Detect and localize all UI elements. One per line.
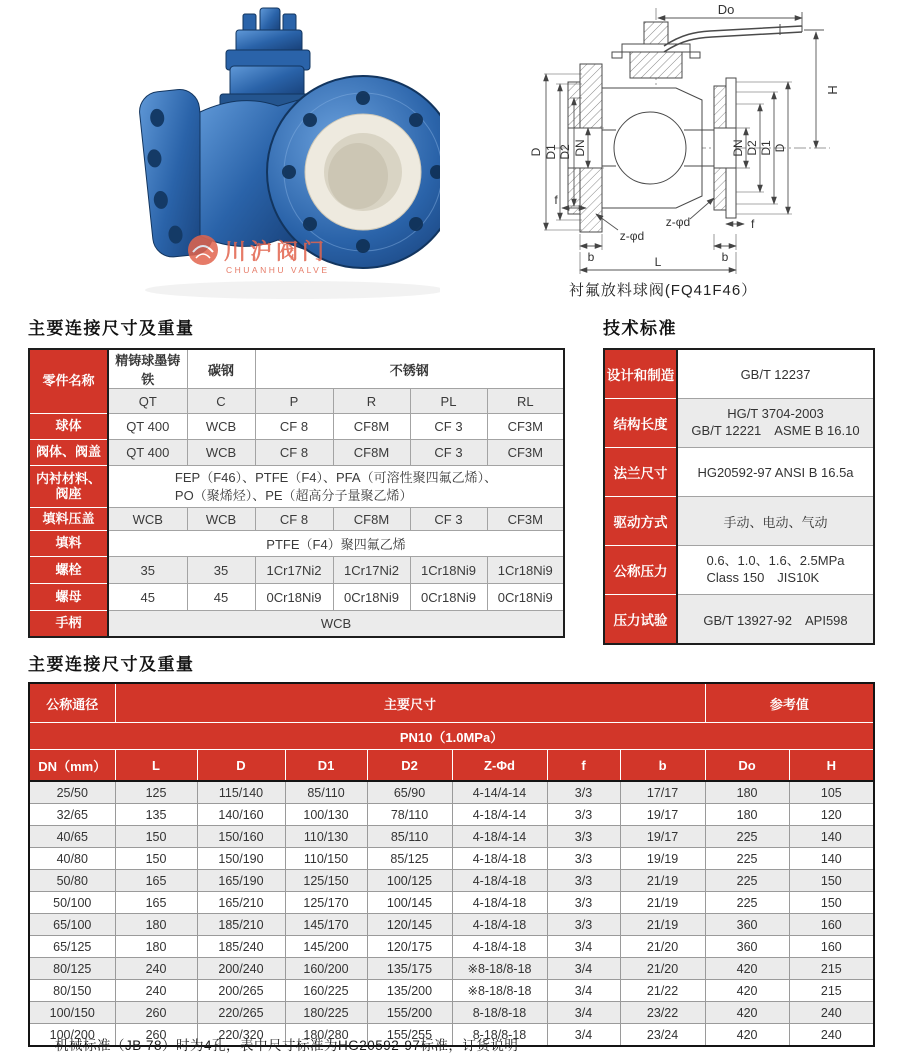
- table-cell: 17/17: [620, 781, 705, 804]
- table-cell: 180: [115, 914, 197, 936]
- table-cell: 140/160: [197, 804, 285, 826]
- column-header: Do: [705, 750, 789, 782]
- table-cell: CF 3: [410, 508, 487, 531]
- table-cell: WCB: [108, 508, 187, 531]
- sub-header: R: [333, 389, 410, 414]
- table-cell: 21/20: [620, 936, 705, 958]
- table-cell: 150/190: [197, 848, 285, 870]
- table-cell: HG20592-97 ANSI B 16.5a: [677, 448, 874, 497]
- dim-label-d-left: D: [529, 147, 543, 157]
- table-cell: 85/125: [367, 848, 452, 870]
- table-row: [29, 349, 564, 389]
- footnote: 机械标准（JB 78）时为4孔，表中尺寸标准为HG20592-97标准，订货说明: [55, 1038, 519, 1053]
- dim-label-zd-left: z-φd: [619, 229, 645, 243]
- table-cell: 85/110: [367, 826, 452, 848]
- sub-header: RL: [487, 389, 564, 414]
- table-cell: WCB: [108, 611, 564, 637]
- table-cell: 180/280: [285, 1024, 367, 1047]
- table-cell: 105: [789, 781, 874, 804]
- table-cell: GB/T 12237: [677, 349, 874, 399]
- table-row: [29, 611, 564, 637]
- table-header-row: [29, 683, 874, 723]
- pressure-band-row: [29, 723, 874, 750]
- table-cell: 25/50: [29, 781, 115, 804]
- table-row: [29, 531, 564, 557]
- table-cell: 65/100: [29, 914, 115, 936]
- table-cell: 150/160: [197, 826, 285, 848]
- table-cell: 215: [789, 980, 874, 1002]
- table-cell: 3/3: [547, 804, 620, 826]
- table-cell: 0Cr18Ni9: [410, 584, 487, 611]
- dim-label-l: L: [654, 255, 662, 269]
- table-row: [29, 848, 874, 870]
- table-cell: 140: [789, 848, 874, 870]
- table-cell: 100/130: [285, 804, 367, 826]
- table-cell: 4-18/4-14: [452, 826, 547, 848]
- table-cell: CF8M: [333, 508, 410, 531]
- table-cell: [108, 466, 564, 508]
- table-cell: CF 3: [410, 414, 487, 440]
- table-cell: 160/225: [285, 980, 367, 1002]
- watermark-en: CHUANHU VALVE: [226, 265, 330, 275]
- table-cell: 4-14/4-14: [452, 781, 547, 804]
- table-cell: 50/80: [29, 870, 115, 892]
- table-row: [29, 440, 564, 466]
- table-cell: 135: [115, 804, 197, 826]
- table-header-row: [29, 750, 874, 782]
- table-row: [29, 804, 874, 826]
- dim-label-d1-left: D1: [544, 144, 558, 160]
- table-cell: 65/90: [367, 781, 452, 804]
- table-row: [29, 870, 874, 892]
- table-cell: 3/4: [547, 1024, 620, 1047]
- table-cell: 100/145: [367, 892, 452, 914]
- column-group-header: 主要尺寸: [115, 683, 705, 723]
- column-header: L: [115, 750, 197, 782]
- table-cell: 21/22: [620, 980, 705, 1002]
- dim-label-zd-right: z-φd: [665, 215, 691, 229]
- table-cell: 8-18/8-18: [452, 1002, 547, 1024]
- table-cell: 21/19: [620, 870, 705, 892]
- sub-header: P: [255, 389, 333, 414]
- table-row: [29, 781, 874, 804]
- pressure-band: PN10（1.0MPa）: [29, 723, 874, 750]
- table-cell: 240: [115, 958, 197, 980]
- table-cell: 4-18/4-18: [452, 914, 547, 936]
- sub-header: C: [187, 389, 255, 414]
- table-cell: 160: [789, 914, 874, 936]
- table-cell: 140: [789, 826, 874, 848]
- table-cell: 125: [115, 781, 197, 804]
- table-cell: 0Cr18Ni9: [487, 584, 564, 611]
- table-row: [604, 497, 874, 546]
- table-cell: PTFE（F4）聚四氟乙烯: [108, 531, 564, 557]
- dim-label-b-right: b: [721, 250, 729, 264]
- valve-section: [554, 8, 830, 232]
- technical-drawing: [498, 0, 898, 300]
- table-cell: ※8-18/8-18: [452, 980, 547, 1002]
- table-cell: 8-18/8-18: [452, 1024, 547, 1047]
- table-row: [29, 389, 564, 414]
- table-cell: 78/110: [367, 804, 452, 826]
- table-cell: 185/240: [197, 936, 285, 958]
- table-cell: 120/145: [367, 914, 452, 936]
- dim-label-do: Do: [717, 2, 735, 17]
- corner-header: 零件名称: [29, 349, 108, 414]
- table-cell: ※8-18/8-18: [452, 958, 547, 980]
- table-cell: 160: [789, 936, 874, 958]
- table-cell: 125/170: [285, 892, 367, 914]
- valve-photo-graphic: [70, 0, 440, 305]
- table-row: [29, 466, 564, 508]
- table-cell: 150: [789, 892, 874, 914]
- row-label: 结构长度: [604, 399, 677, 448]
- table-cell: 3/3: [547, 870, 620, 892]
- table-row: [29, 557, 564, 584]
- dimensions-table-body: [29, 781, 874, 1046]
- watermark: [188, 235, 330, 275]
- table-row: [29, 958, 874, 980]
- table-row: [29, 914, 874, 936]
- table-cell: 180: [705, 781, 789, 804]
- table-cell: CF 8: [255, 508, 333, 531]
- table-cell: 35: [187, 557, 255, 584]
- table-cell: 135/175: [367, 958, 452, 980]
- table-cell: 21/19: [620, 892, 705, 914]
- column-header: D: [197, 750, 285, 782]
- table-cell: CF3M: [487, 414, 564, 440]
- table-cell: CF3M: [487, 508, 564, 531]
- table-cell: 180: [115, 936, 197, 958]
- table-cell: 1Cr18Ni9: [487, 557, 564, 584]
- table-cell: 240: [115, 980, 197, 1002]
- table-cell: 4-18/4-18: [452, 870, 547, 892]
- row-label: 球体: [29, 414, 108, 440]
- table-cell: 225: [705, 870, 789, 892]
- section1-title: 主要连接尺寸及重量: [28, 319, 195, 338]
- tech-standards-table: [603, 348, 875, 645]
- table-cell: 135/200: [367, 980, 452, 1002]
- table-cell: 145/200: [285, 936, 367, 958]
- table-cell: GB/T 13927-92 API598: [677, 595, 874, 645]
- table-cell: 155/255: [367, 1024, 452, 1047]
- table-cell: WCB: [187, 508, 255, 531]
- table-cell: 145/170: [285, 914, 367, 936]
- row-label: 法兰尺寸: [604, 448, 677, 497]
- table-cell: 155/200: [367, 1002, 452, 1024]
- row-label: 公称压力: [604, 546, 677, 595]
- table-cell: 40/80: [29, 848, 115, 870]
- value-line: GB/T 12221 ASME B 16.10: [691, 423, 860, 438]
- table-cell: [677, 399, 874, 448]
- table-cell: 165: [115, 870, 197, 892]
- table-cell: 260: [115, 1024, 197, 1047]
- watermark-cn: 川沪阀门: [224, 239, 329, 264]
- table-cell: 23/22: [620, 1002, 705, 1024]
- table-cell: 3/3: [547, 914, 620, 936]
- table-cell: 100/125: [367, 870, 452, 892]
- row-label: 螺栓: [29, 557, 108, 584]
- dim-label-h: H: [825, 85, 840, 95]
- table-cell: CF 8: [255, 414, 333, 440]
- row-label: 螺母: [29, 584, 108, 611]
- table-cell: 19/17: [620, 804, 705, 826]
- column-header: D2: [367, 750, 452, 782]
- table-row: [29, 936, 874, 958]
- dim-label-f-left: f: [554, 193, 558, 207]
- row-label: 填料: [29, 531, 108, 557]
- dim-label-f-right: f: [751, 217, 755, 231]
- table-cell: 160/200: [285, 958, 367, 980]
- table-row: [29, 826, 874, 848]
- table-cell: 4-18/4-18: [452, 936, 547, 958]
- table-cell: 180: [705, 804, 789, 826]
- table-row: [604, 546, 874, 595]
- table-cell: 35: [108, 557, 187, 584]
- table-row: [604, 349, 874, 399]
- table-cell: 45: [187, 584, 255, 611]
- table-cell: 21/19: [620, 914, 705, 936]
- table-cell: 3/4: [547, 936, 620, 958]
- table-cell: 40/65: [29, 826, 115, 848]
- table-cell: 220/265: [197, 1002, 285, 1024]
- table-cell: CF8M: [333, 414, 410, 440]
- table-cell: QT 400: [108, 440, 187, 466]
- section2-title: 主要连接尺寸及重量: [28, 655, 195, 674]
- table-row: [604, 448, 874, 497]
- value-line: Class 150 JIS10K: [706, 570, 820, 585]
- tech-title: 技术标准: [603, 319, 677, 338]
- table-cell: 120: [789, 804, 874, 826]
- materials-table: [28, 348, 565, 638]
- table-cell: 150: [789, 870, 874, 892]
- product-photo: [70, 0, 440, 305]
- table-cell: 23/24: [620, 1024, 705, 1047]
- table-cell: 200/240: [197, 958, 285, 980]
- table-cell: WCB: [187, 414, 255, 440]
- table-cell: 260: [115, 1002, 197, 1024]
- column-header: b: [620, 750, 705, 782]
- table-row: [604, 595, 874, 645]
- table-cell: WCB: [187, 440, 255, 466]
- table-cell: 1Cr17Ni2: [255, 557, 333, 584]
- table-row: [29, 508, 564, 531]
- table-row: [29, 1002, 874, 1024]
- table-cell: 4-18/4-14: [452, 804, 547, 826]
- table-cell: 240: [789, 1002, 874, 1024]
- table-cell: 4-18/4-18: [452, 892, 547, 914]
- table-cell: 3/3: [547, 848, 620, 870]
- table-cell: 100/200: [29, 1024, 115, 1047]
- column-header: Z-Φd: [452, 750, 547, 782]
- table-cell: 3/4: [547, 980, 620, 1002]
- table-cell: 1Cr18Ni9: [410, 557, 487, 584]
- table-cell: 19/17: [620, 826, 705, 848]
- dim-label-b-left: b: [587, 250, 595, 264]
- table-cell: 3/3: [547, 892, 620, 914]
- table-cell: 手动、电动、气动: [677, 497, 874, 546]
- table-cell: CF 3: [410, 440, 487, 466]
- drawing-caption: 衬氟放料球阀(FQ41F46）: [568, 282, 758, 299]
- table-cell: 225: [705, 892, 789, 914]
- table-cell: [677, 546, 874, 595]
- column-header: f: [547, 750, 620, 782]
- dim-label-d2-left: D2: [558, 144, 572, 160]
- table-cell: 1Cr17Ni2: [333, 557, 410, 584]
- table-cell: 420: [705, 1002, 789, 1024]
- table-cell: 225: [705, 848, 789, 870]
- dim-label-d2-right: D2: [745, 140, 759, 156]
- row-label: 手柄: [29, 611, 108, 637]
- table-cell: 100/150: [29, 1002, 115, 1024]
- table-cell: 80/125: [29, 958, 115, 980]
- table-cell: 3/3: [547, 826, 620, 848]
- table-cell: 3/4: [547, 1002, 620, 1024]
- table-cell: 240: [789, 1024, 874, 1047]
- sub-header: PL: [410, 389, 487, 414]
- table-cell: 215: [789, 958, 874, 980]
- table-cell: 150: [115, 826, 197, 848]
- table-cell: 200/265: [197, 980, 285, 1002]
- table-cell: 150: [115, 848, 197, 870]
- table-cell: 165: [115, 892, 197, 914]
- dimensions-table: [28, 682, 875, 1047]
- row-label: 内衬材料、阀座: [29, 466, 108, 508]
- liner-line: FEP（F46）、PTFE（F4）、PFA（可溶性聚四氟乙烯）、: [174, 469, 498, 485]
- table-cell: 0Cr18Ni9: [255, 584, 333, 611]
- table-cell: 0Cr18Ni9: [333, 584, 410, 611]
- column-group-header: 公称通径: [29, 683, 115, 723]
- value-line: 0.6、1.0、1.6、2.5MPa: [706, 553, 845, 569]
- column-group-header: 参考值: [705, 683, 874, 723]
- table-cell: QT 400: [108, 414, 187, 440]
- table-row: [604, 399, 874, 448]
- column-header: H: [789, 750, 874, 782]
- table-cell: 420: [705, 958, 789, 980]
- table-cell: 165/210: [197, 892, 285, 914]
- group-header: 不锈钢: [255, 349, 564, 389]
- table-cell: 45: [108, 584, 187, 611]
- table-cell: 360: [705, 936, 789, 958]
- row-label: 阀体、阀盖: [29, 440, 108, 466]
- table-row: [29, 980, 874, 1002]
- table-cell: 220/320: [197, 1024, 285, 1047]
- group-header: 精铸球墨铸铁: [108, 349, 187, 389]
- row-label: 驱动方式: [604, 497, 677, 546]
- table-cell: 110/150: [285, 848, 367, 870]
- table-cell: 360: [705, 914, 789, 936]
- table-row: [29, 414, 564, 440]
- table-cell: 85/110: [285, 781, 367, 804]
- table-cell: 115/140: [197, 781, 285, 804]
- dim-label-d-right: D: [773, 143, 787, 153]
- table-cell: 120/175: [367, 936, 452, 958]
- dim-label-dn-right: DN: [731, 139, 745, 157]
- table-cell: 19/19: [620, 848, 705, 870]
- sub-header: QT: [108, 389, 187, 414]
- table-cell: CF 8: [255, 440, 333, 466]
- table-cell: CF8M: [333, 440, 410, 466]
- table-cell: 165/190: [197, 870, 285, 892]
- table-cell: CF3M: [487, 440, 564, 466]
- table-cell: 32/65: [29, 804, 115, 826]
- row-label: 压力试验: [604, 595, 677, 645]
- table-cell: 3/3: [547, 781, 620, 804]
- row-label: 设计和制造: [604, 349, 677, 399]
- table-cell: 185/210: [197, 914, 285, 936]
- table-row: [29, 584, 564, 611]
- liner-line: PO（聚烯烃）、PE（超高分子量聚乙烯）: [174, 487, 413, 503]
- table-cell: 420: [705, 980, 789, 1002]
- value-line: HG/T 3704-2003: [727, 406, 824, 422]
- dim-label-d1-right: D1: [759, 140, 773, 156]
- table-cell: 3/4: [547, 958, 620, 980]
- valve-drawing-graphic: [498, 0, 898, 300]
- table-cell: 125/150: [285, 870, 367, 892]
- column-header: DN（mm）: [29, 750, 115, 782]
- table-cell: 65/125: [29, 936, 115, 958]
- table-cell: 21/20: [620, 958, 705, 980]
- table-cell: 50/100: [29, 892, 115, 914]
- table-cell: 225: [705, 826, 789, 848]
- table-cell: 110/130: [285, 826, 367, 848]
- table-row: [29, 892, 874, 914]
- group-header: 碳钢: [187, 349, 255, 389]
- table-cell: 180/225: [285, 1002, 367, 1024]
- column-header: D1: [285, 750, 367, 782]
- table-cell: 80/150: [29, 980, 115, 1002]
- row-label: 填料压盖: [29, 508, 108, 531]
- dim-label-dn-left: DN: [573, 139, 587, 157]
- table-cell: 4-18/4-18: [452, 848, 547, 870]
- table-cell: 420: [705, 1024, 789, 1047]
